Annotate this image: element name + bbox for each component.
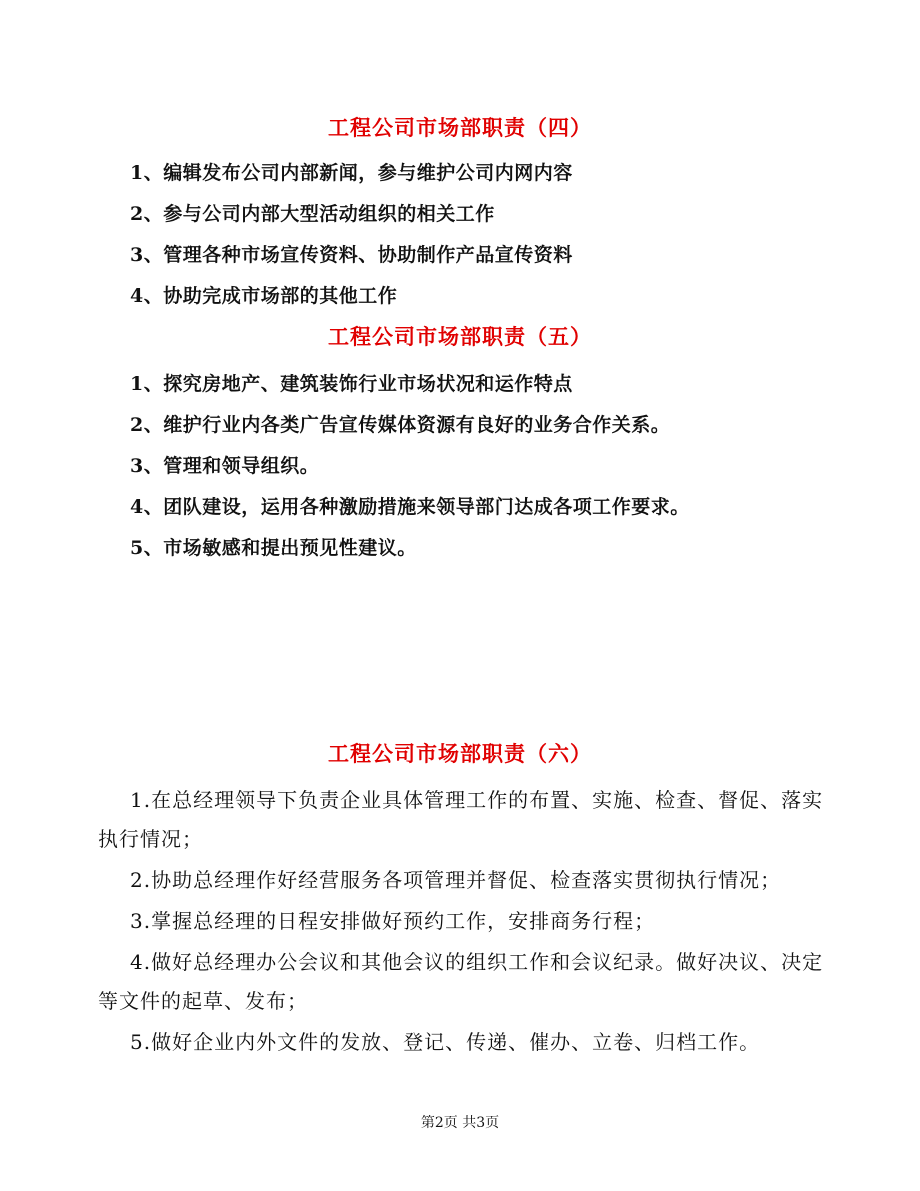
section-4-item-1: 1、编辑发布公司内部新闻，参与维护公司内网内容 bbox=[130, 162, 573, 184]
section-5-item-2: 2、维护行业内各类广告宣传媒体资源有良好的业务合作关系。 bbox=[130, 414, 671, 436]
section-title-5: 工程公司市场部职责（五） bbox=[328, 324, 592, 349]
section-6-item-1-cont: 执行情况； bbox=[98, 827, 203, 851]
page-number-footer: 第2页 共3页 bbox=[420, 1115, 500, 1131]
section-4-item-2: 2、参与公司内部大型活动组织的相关工作 bbox=[130, 203, 495, 225]
section-6-item-4-cont: 等文件的起草、发布； bbox=[98, 989, 308, 1013]
section-4-item-3: 3、管理各种市场宣传资料、协助制作产品宣传资料 bbox=[130, 244, 573, 266]
section-5-item-4: 4、团队建设，运用各种激励措施来领导部门达成各项工作要求。 bbox=[130, 496, 690, 518]
section-title-6: 工程公司市场部职责（六） bbox=[328, 741, 592, 766]
section-title-4: 工程公司市场部职责（四） bbox=[328, 115, 592, 140]
section-6-item-5: 5.做好企业内外文件的发放、登记、传递、催办、立卷、归档工作。 bbox=[130, 1030, 761, 1054]
section-6-item-2: 2.协助总经理作好经营服务各项管理并督促、检查落实贯彻执行情况； bbox=[130, 868, 782, 892]
section-6-item-1: 1.在总经理领导下负责企业具体管理工作的布置、实施、检查、督促、落实 bbox=[130, 788, 824, 812]
section-5-item-3: 3、管理和领导组织。 bbox=[130, 455, 320, 477]
section-6-item-3: 3.掌握总经理的日程安排做好预约工作，安排商务行程； bbox=[130, 909, 656, 933]
section-5-item-5: 5、市场敏感和提出预见性建议。 bbox=[130, 537, 417, 559]
section-5-item-1: 1、探究房地产、建筑装饰行业市场状况和运作特点 bbox=[130, 373, 573, 395]
section-6-item-4: 4.做好总经理办公会议和其他会议的组织工作和会议纪录。做好决议、决定 bbox=[130, 950, 824, 974]
section-4-item-4: 4、协助完成市场部的其他工作 bbox=[130, 285, 398, 307]
